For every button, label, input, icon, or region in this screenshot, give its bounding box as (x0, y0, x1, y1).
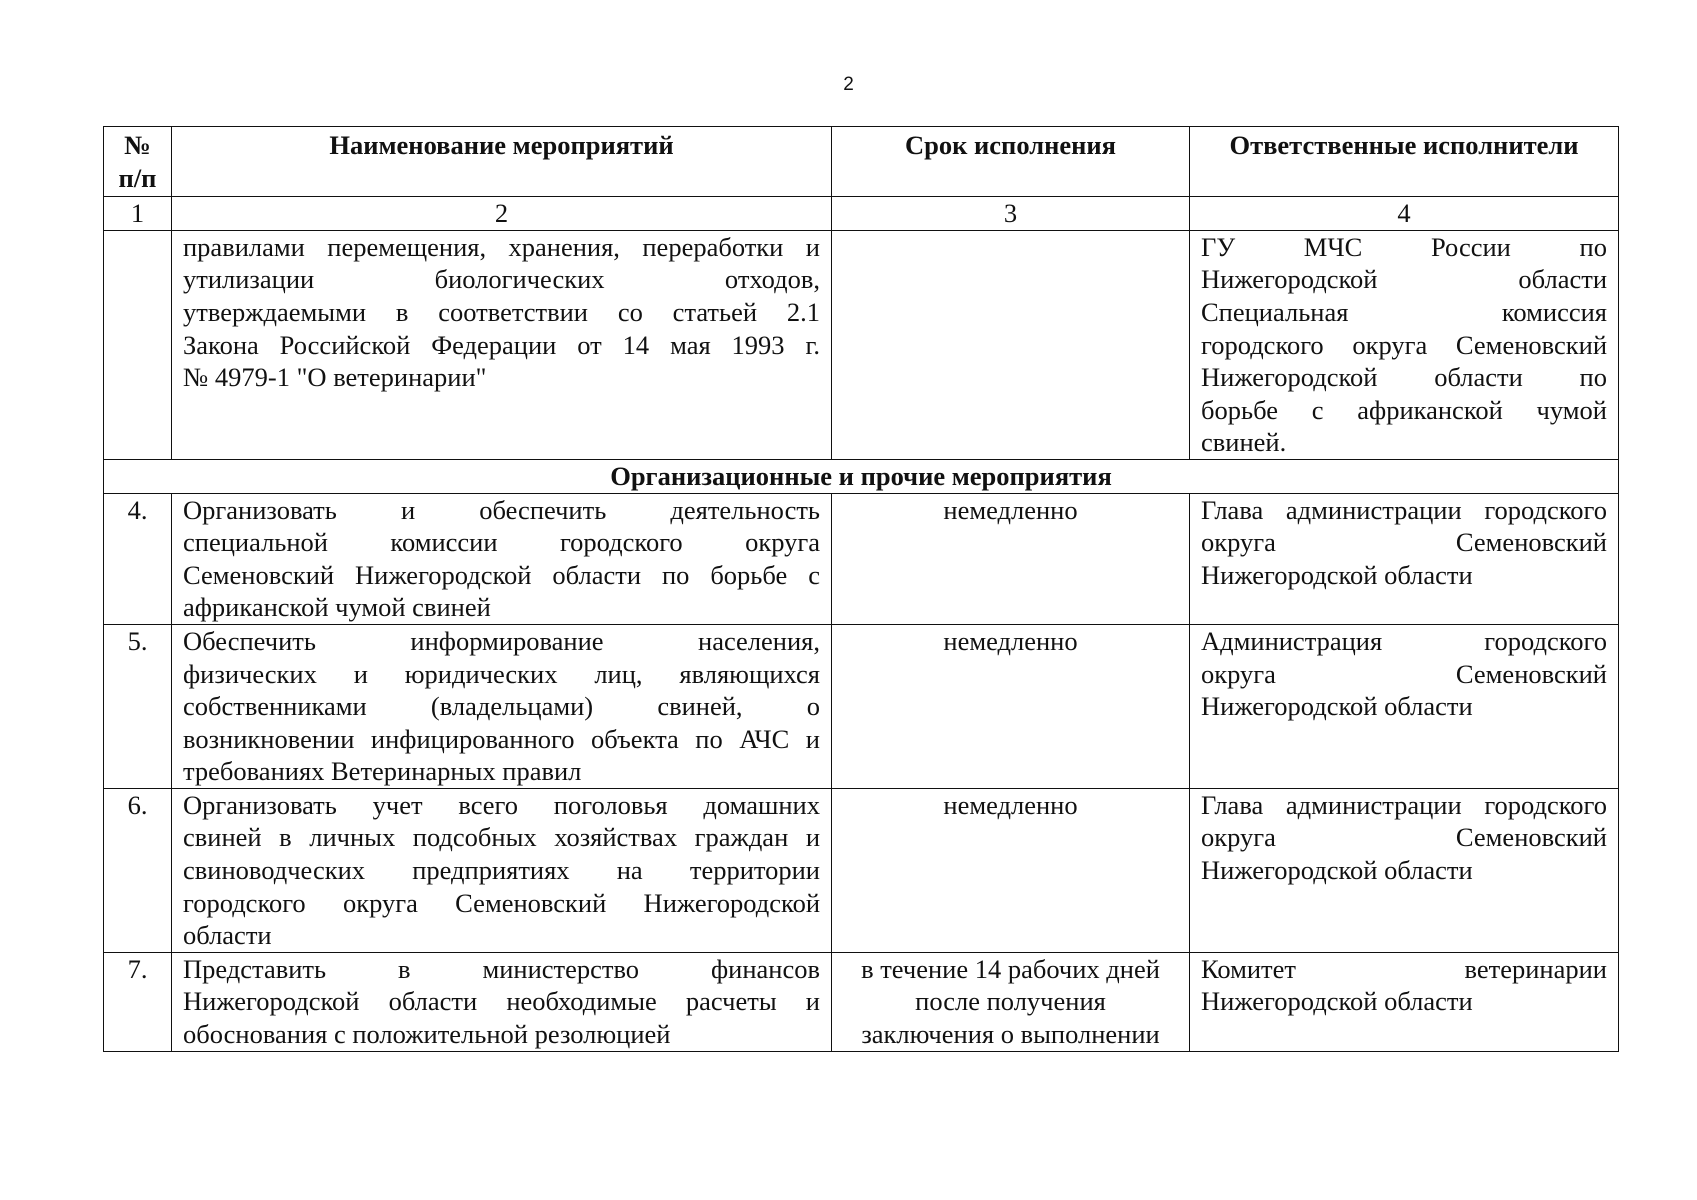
text-line: городского округа Семеновский Нижегородской (183, 887, 820, 918)
deadline-text (832, 952, 1190, 1051)
column-number-4: 4 (1190, 197, 1619, 231)
responsible-text (1190, 493, 1619, 624)
text-line: заключения о выполнении (861, 1019, 1160, 1050)
responsible-text (1190, 788, 1619, 952)
header-deadline: Срок исполнения (832, 127, 1190, 197)
text-line: утилизации биологических отходов, (183, 264, 820, 295)
text-line: Нижегородской области по (1201, 362, 1607, 393)
text-line: возникновении инфицированного объекта по АЧС и (183, 723, 820, 754)
text-line: свиней в личных подсобных хозяйствах граждан и (183, 822, 820, 853)
text-line: округа Семеновский (1201, 527, 1607, 558)
header-number: № п/п (104, 127, 172, 197)
text-line: городского округа Семеновский (1201, 329, 1607, 360)
row-number (104, 230, 172, 459)
row-number: 7. (104, 952, 172, 1051)
text-line: Закона Российской Федерации от 14 мая 1993 г. (183, 329, 820, 360)
text-line: утверждаемыми в соответствии со статьей 2.1 (183, 296, 820, 327)
measures-table (103, 126, 1619, 1052)
text-line: Администрация городского (1201, 625, 1607, 656)
text-line: Представить в министерство финансов (183, 953, 820, 984)
text-line: обоснования с положительной резолюцией (183, 1019, 671, 1050)
text-line: Глава администрации городского (1201, 789, 1607, 820)
text-line: Семеновский Нижегородской области по борьбе с (183, 559, 820, 590)
text-line: свиноводческих предприятиях на территории (183, 855, 820, 886)
text-line: Глава администрации городского (1201, 494, 1607, 525)
text-line: округа Семеновский (1201, 658, 1607, 689)
text-line: специальной комиссии городского округа (183, 527, 820, 558)
table-header-row (104, 127, 1619, 197)
text-line: немедленно (943, 789, 1078, 820)
text-line: африканской чумой свиней (183, 592, 491, 623)
header-measures: Наименование мероприятий (172, 127, 832, 197)
text-line: Нижегородской области (1201, 264, 1607, 295)
table-row (104, 788, 1619, 952)
deadline-text (832, 788, 1190, 952)
row-number: 4. (104, 493, 172, 624)
table-row (104, 624, 1619, 788)
text-line: Нижегородской области (1201, 855, 1473, 886)
text-line: округа Семеновский (1201, 822, 1607, 853)
measure-text (172, 624, 832, 788)
text-line: Нижегородской области (1201, 691, 1473, 722)
deadline-text (832, 624, 1190, 788)
text-line: Нижегородской области необходимые расчеты и (183, 986, 820, 1017)
column-number-1: 1 (104, 197, 172, 231)
responsible-text (1190, 230, 1619, 459)
text-line: ГУ МЧС России по (1201, 231, 1607, 262)
text-line: немедленно (943, 625, 1078, 656)
deadline-text (832, 493, 1190, 624)
text-line: Нижегородской области (1201, 559, 1473, 590)
section-row (104, 459, 1619, 493)
table-row (104, 952, 1619, 1051)
row-number: 5. (104, 624, 172, 788)
table-row-continued (104, 230, 1619, 459)
text-line: Организовать и обеспечить деятельность (183, 494, 820, 525)
text-line: Комитет ветеринарии (1201, 953, 1607, 984)
measure-text (172, 952, 832, 1051)
text-line: свиней. (1201, 427, 1287, 458)
column-numbers-row (104, 197, 1619, 231)
column-number-2: 2 (172, 197, 832, 231)
text-line: Нижегородской области (1201, 986, 1473, 1017)
text-line: после получения (915, 986, 1106, 1017)
responsible-text (1190, 952, 1619, 1051)
text-line: правилами перемещения, хранения, переработки и (183, 231, 820, 262)
measure-text (172, 493, 832, 624)
deadline-text (832, 230, 1190, 459)
text-line: Обеспечить информирование населения, (183, 625, 820, 656)
responsible-text (1190, 624, 1619, 788)
measure-text (172, 788, 832, 952)
text-line: № 4979-1 "О ветеринарии" (183, 362, 487, 393)
measure-text (172, 230, 832, 459)
text-line: борьбе с африканской чумой (1201, 394, 1607, 425)
table-row (104, 493, 1619, 624)
section-title: Организационные и прочие мероприятия (104, 459, 1619, 493)
header-responsible: Ответственные исполнители (1190, 127, 1619, 197)
text-line: Специальная комиссия (1201, 296, 1607, 327)
text-line: требованиях Ветеринарных правил (183, 756, 582, 787)
page-number: 2 (843, 74, 854, 95)
text-line: в течение 14 рабочих дней (861, 953, 1160, 984)
text-line: области (183, 920, 272, 951)
text-line: немедленно (943, 494, 1078, 525)
text-line: собственниками (владельцами) свиней, о (183, 691, 820, 722)
row-number: 6. (104, 788, 172, 952)
column-number-3: 3 (832, 197, 1190, 231)
text-line: физических и юридических лиц, являющихся (183, 658, 820, 689)
text-line: Организовать учет всего поголовья домашних (183, 789, 820, 820)
